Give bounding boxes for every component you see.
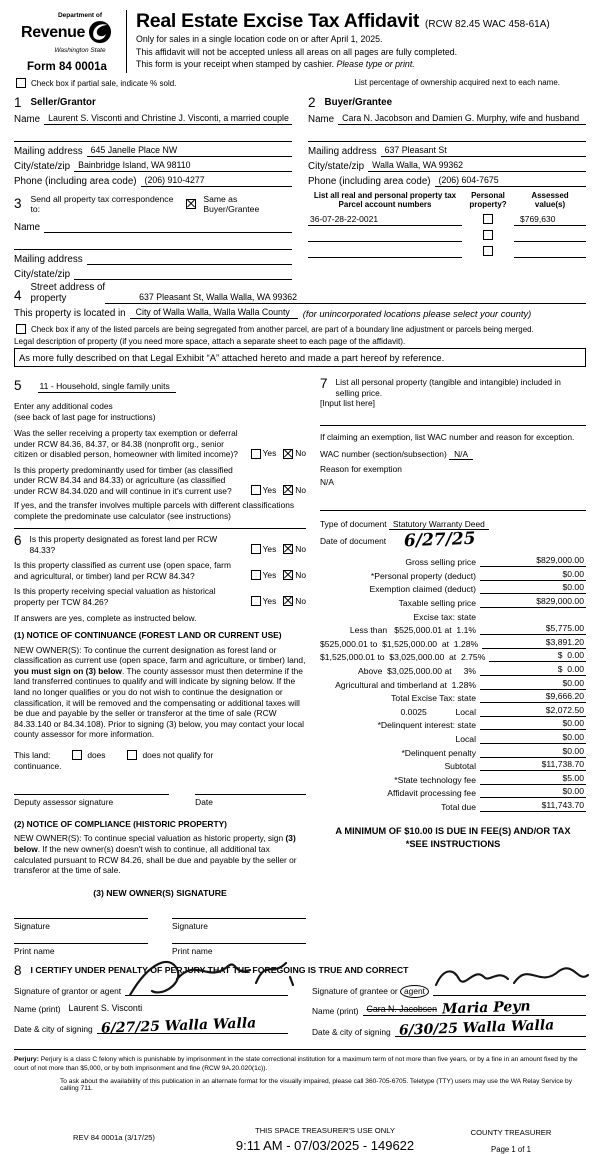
parcel-number: 36-07-28-22-0021 bbox=[308, 214, 462, 226]
personal-property-checkbox bbox=[483, 214, 493, 224]
tax-row-value: $0.00 bbox=[480, 718, 586, 730]
tax-row bbox=[320, 581, 586, 595]
section-correspondence bbox=[14, 187, 292, 280]
section-5: 5 11 - Household, single family units Enter any additional codes (see back of last page for instructions) Was the seller receiving a property tax exemption or deferral under RCW 84.36, 84.37, or 84.38 (nonprofit org., senior citizen or disabled person, homeowner with limited income)? Yes No Is this property predominantly used for timber (as classified under RCW 84.34 and 84.33) or agriculture (as classified under RCW 84.34.020 and will continue in it's current use? Yes No If yes, and the transfer involves multiple parcels with different classifications complete the predominate use calculator (see instructions) bbox=[14, 379, 306, 529]
tax-row-value: $11,738.70 bbox=[480, 759, 586, 771]
section-2-number: 2 bbox=[308, 95, 316, 110]
tax-row bbox=[320, 785, 586, 799]
form-number: Form 84 0001a bbox=[27, 61, 107, 73]
assessed-value bbox=[514, 248, 586, 258]
section-seller bbox=[14, 90, 292, 187]
revenue-swirl-logo-icon bbox=[87, 19, 113, 47]
tax-row bbox=[320, 622, 586, 636]
tax-row-value: $5.00 bbox=[480, 773, 586, 785]
predominate-use-note: If yes, and the transfer involves multiple parcels with different classifications complete the predominate use calculator (see instructions) bbox=[14, 500, 295, 522]
tax-row-value: $9,666.20 bbox=[480, 691, 586, 703]
form-title: Real Estate Excise Tax Affidavit bbox=[136, 10, 420, 32]
page-indicator: Page 1 of 1 bbox=[491, 1145, 531, 1154]
tax-row bbox=[320, 771, 586, 785]
tax-row-label: Excise tax: state bbox=[413, 611, 476, 622]
seller-mailing-value: 645 Janelle Place NW bbox=[87, 145, 292, 157]
tax-row bbox=[320, 662, 586, 676]
tax-row-label: Total Excise Tax: state bbox=[391, 693, 476, 704]
additional-codes-label: Enter any additional codes bbox=[14, 400, 113, 411]
seller-city-value: Bainbridge Island, WA 98110 bbox=[74, 160, 292, 172]
tax-row-value: $ 0.00 bbox=[489, 650, 586, 662]
section-6: 6 Is this property designated as forest land per RCW 84.33? Yes No Is this property classified as current use (open space, farm and agricultural, or timber) land per RCW 84.34? Yes No Is this property receiving special valuation as historical property per TCW 84.26? Yes No If answers are yes, complete as instructed below. (1) NOTICE OF CONTINUANCE (FOREST LAND OR CURRENT USE) NEW OWNER(S): To continue the current designation as forest land or classification as current use (open space, farm and agriculture, or timber) land, you must sign on (3) below. The county assessor must then determine if the land transferred continues to qualify and will indicate by signing below. If the land no longer qualifies or you do not wish to continue the designation or classification, it will be removed and the compensating or additional taxes will be due and payable by the seller or transferor at the time of sale (RCW 84.33.140 or 84.34.108). Prior to signing (3) below, you may contact your local county assessor for more information. This land: does does not qualify for continuance. Deputy assessor signature Date (2) NOTICE OF COMPLIANCE (HISTORIC PROPERTY) NEW OWNER(S): To continue special valuation as historic property, sign (3) below. If the new owner(s) doesn't wish to continue, all additional tax calculated pursuant to RCW 84.26, shall be due and payable by the seller or transferor at the time of sale. (3) NEW OWNER(S) SIGNATURE Signature Signature Print name Print name bbox=[14, 533, 306, 956]
continuance-label: continuance. bbox=[14, 760, 62, 771]
section-property bbox=[14, 280, 586, 368]
doc-date-row: Date of document 6/27/25 bbox=[320, 528, 476, 552]
grantee-sig-label: Signature of grantee or agent bbox=[312, 986, 433, 996]
notice-continuance-text: NEW OWNER(S): To continue the current designation as forest land or classification as current use (open space, farm and agriculture, or timber) land, you must sign on (3) below. The county assessor must then determine if the land transferred continues to qualify and will indicate by signing below. If the land no longer qualifies or you do not wish to continue the designation or classification, it will be removed and the compensating or additional taxes will be due and payable by the seller or transferor at the time of sale (RCW 84.33.140 or 84.34.108). Prior to signing (3) below, you may contact your local county assessor for more information. bbox=[14, 644, 306, 740]
buyer-city-value: Walla Walla, WA 99362 bbox=[368, 160, 586, 172]
tax-row-value: $0.00 bbox=[480, 746, 586, 758]
land-qualify-row bbox=[14, 750, 306, 760]
located-value: City of Walla Walla, Walla Walla County bbox=[130, 307, 298, 319]
tax-row bbox=[320, 798, 586, 812]
owner-signature-label-2: Signature bbox=[172, 918, 306, 931]
agent-circled: agent bbox=[400, 985, 429, 998]
seller-name-line-2 bbox=[14, 132, 292, 142]
seller-mailing-label: Mailing address bbox=[14, 145, 83, 157]
tax-row-value: $0.00 bbox=[480, 786, 586, 798]
tax-row bbox=[320, 690, 586, 704]
current-use-yes-checkbox bbox=[251, 570, 261, 580]
buyer-city-label: City/state/zip bbox=[308, 160, 365, 172]
parcel-number bbox=[308, 230, 462, 242]
agency-dept-line: Department of bbox=[57, 12, 103, 19]
does-checkbox bbox=[72, 750, 82, 760]
perjury-notice bbox=[14, 1049, 586, 1073]
exemption-yes-checkbox bbox=[251, 449, 261, 459]
type-or-print-note: Please type or print. bbox=[336, 59, 415, 70]
historical-no-checkbox bbox=[283, 596, 293, 606]
header-note-1: Only for sales in a single location code on or after April 1, 2025. bbox=[136, 34, 383, 44]
tax-row bbox=[320, 758, 586, 772]
tax-row bbox=[320, 567, 586, 581]
tax-row-label: *Delinquent penalty bbox=[401, 747, 476, 758]
answers-yes-note: If answers are yes, complete as instructed below. bbox=[14, 613, 197, 624]
county-treasurer-label: COUNTY TREASURER bbox=[470, 1128, 552, 1138]
parcel-row bbox=[308, 246, 586, 258]
personal-property-label: List all personal property (tangible and intangible) included in selling price. bbox=[335, 377, 561, 398]
wac-value: N/A bbox=[449, 449, 473, 460]
grantee-nameprint-label: Name (print) bbox=[312, 1006, 359, 1017]
tax-row-label: Above $3,025,000.00 at 3% bbox=[357, 665, 476, 676]
tax-row-label: Agricultural and timberland at 1.28% bbox=[335, 679, 476, 690]
legal-description-box: As more fully described on that Legal Exhibit “A” attached hereto and made a part hereof by reference. bbox=[14, 348, 586, 367]
form-title-rcw: (RCW 82.45 WAC 458-61A) bbox=[425, 19, 550, 30]
certify-statement: I CERTIFY UNDER PENALTY OF PERJURY THAT THE FOREGOING IS TRUE AND CORRECT bbox=[30, 965, 409, 976]
segregated-checkbox bbox=[16, 324, 26, 334]
grantor-sig-line bbox=[125, 984, 288, 996]
current-use-no-checkbox bbox=[283, 570, 293, 580]
personal-property-list: [Input list here] bbox=[320, 398, 375, 409]
personal-property-checkbox bbox=[483, 230, 493, 240]
tax-row-label: *Personal property (deduct) bbox=[370, 570, 476, 581]
grantee-name-print bbox=[363, 998, 586, 1018]
section-8-number: 8 bbox=[14, 962, 22, 978]
section-1-number: 1 bbox=[14, 95, 22, 110]
doc-type-row: Type of document Statutory Warranty Deed bbox=[320, 519, 586, 530]
question-forest-land: Is this property designated as forest land per RCW 84.33? bbox=[29, 534, 218, 555]
agency-name: Revenue bbox=[21, 24, 85, 41]
reason-value: N/A bbox=[320, 477, 334, 488]
question-timber: Is this property predominantly used for timber (as classified under RCW 84.34 and 84.33) or agriculture (as classified under RCW 84.34.020 and will continue in it's current use? bbox=[14, 464, 233, 496]
located-label: This property is located in bbox=[14, 308, 126, 320]
property-use-code: 11 - Household, single family units bbox=[38, 381, 176, 393]
parcel-number bbox=[308, 246, 462, 258]
alternate-format-note: To ask about the availability of this publication in an alternate format for the visually impaired, please call 360-705-6705. Teletype (TTY) users may use the WA Relay Service by calling 711. bbox=[60, 1078, 573, 1093]
tax-row-value: $3,891.20 bbox=[482, 637, 586, 649]
new-owners-signature-title: (3) NEW OWNER(S) SIGNATURE bbox=[93, 887, 227, 898]
partial-sale-checkbox bbox=[16, 78, 26, 88]
section-7-number: 7 bbox=[320, 376, 328, 392]
section-certify bbox=[14, 956, 586, 1040]
grantor-name-print: Laurent S. Visconti bbox=[68, 1003, 143, 1014]
title-block bbox=[136, 8, 586, 73]
tax-row bbox=[320, 649, 586, 663]
minimum-due-note: A MINIMUM OF $10.00 IS DUE IN FEE(S) AND/OR TAX *SEE INSTRUCTIONS bbox=[335, 825, 571, 850]
corr-city-value bbox=[74, 268, 292, 280]
buyer-phone-value: (206) 604-7675 bbox=[435, 175, 586, 187]
assessed-value: $769,630 bbox=[514, 214, 586, 226]
tax-row-value: $0.00 bbox=[480, 678, 586, 690]
timber-yes-checkbox bbox=[251, 485, 261, 495]
notice-compliance-text: NEW OWNER(S): To continue special valuation as historic property, sign (3) below. If the new owner(s) doesn't wish to continue, all additional tax calculated pursuant to RCW 84.26, shall be due and payable by the seller or transferor at the time of sale. bbox=[14, 833, 297, 876]
buyer-name-value: Cara N. Jacobson and Damien G. Murphy, wife and husband bbox=[338, 113, 586, 125]
question-historical: Is this property receiving special valuation as historical property per TCW 84.26? bbox=[14, 586, 216, 607]
grantee-name-struck: Cara N. Jacobsen bbox=[366, 1004, 437, 1015]
question-current-use: Is this property classified as current use (open space, farm and agricultural, or timber) land per RCW 84.34? bbox=[14, 560, 231, 581]
tax-row bbox=[320, 744, 586, 758]
tax-row-value bbox=[480, 621, 586, 622]
tax-row-label: Local bbox=[455, 733, 476, 744]
tax-row-label: Subtotal bbox=[444, 761, 476, 772]
does-not-checkbox bbox=[127, 750, 137, 760]
correspondence-label: Send all property tax correspondence to: bbox=[30, 193, 174, 214]
tax-row-value: $0.00 bbox=[480, 569, 586, 581]
excise-tax-table bbox=[320, 554, 586, 812]
grantor-datecity-label: Date & city of signing bbox=[14, 1024, 93, 1035]
tax-row-label: 0.0025 Local bbox=[400, 706, 476, 717]
tax-row-value: $2,072.50 bbox=[480, 705, 586, 717]
treasurer-stamp-block bbox=[214, 1126, 436, 1153]
grantee-datecity-label: Date & city of signing bbox=[312, 1026, 391, 1037]
grantor-signature-block bbox=[14, 977, 288, 1036]
segregated-label: Check box if any of the listed parcels are being segregated from another parcel, are part of a boundary line adjustment or parcels being merged. bbox=[31, 324, 534, 334]
partial-sale-row bbox=[16, 78, 586, 88]
see-back-note: (see back of last page for instructions) bbox=[14, 412, 156, 423]
tax-row-label: *Delinquent interest: state bbox=[377, 720, 476, 731]
doc-type-value: Statutory Warranty Deed bbox=[389, 519, 489, 530]
forest-yes-checkbox bbox=[251, 544, 261, 554]
deputy-signature-label: Deputy assessor signature bbox=[14, 794, 169, 807]
tax-row-label: $1,525,000.01 to $3,025,000.00 at 2.75% bbox=[320, 652, 486, 663]
new-owner-signature-row bbox=[14, 918, 306, 931]
parcel-row bbox=[308, 230, 586, 242]
tax-row-label: Total due bbox=[441, 801, 476, 812]
owner-printname-label-2: Print name bbox=[172, 943, 306, 956]
grantee-name-handwritten: Maria Peyn bbox=[441, 998, 531, 1018]
grantor-datecity-value: 6/27/25 Walla Walla bbox=[97, 1021, 288, 1034]
agency-state-line: Washington State bbox=[54, 47, 106, 54]
tax-row bbox=[320, 608, 586, 622]
ownership-note: List percentage of ownership acquired next to each name. bbox=[354, 78, 560, 87]
header-note-3: This form is your receipt when stamped by cashier. Please type or print. bbox=[136, 59, 415, 70]
section-7-divider-1 bbox=[320, 425, 586, 426]
street-address-label: Street address of property bbox=[30, 281, 106, 304]
parcel-table-header: List all real and personal property tax Parcel account numbers Personal property? Assessed value(s) bbox=[313, 190, 569, 210]
corr-name-line-2 bbox=[14, 240, 292, 250]
new-owner-printname-row bbox=[14, 943, 306, 956]
notice-continuance-title: (1) NOTICE OF CONTINUANCE (FOREST LAND OR CURRENT USE) bbox=[14, 630, 282, 641]
doc-date-handwritten: 6/27/25 bbox=[403, 528, 476, 552]
timber-no-checkbox bbox=[283, 485, 293, 495]
same-as-buyer-checkbox bbox=[186, 199, 196, 209]
tax-row bbox=[320, 730, 586, 744]
form-header bbox=[14, 8, 586, 73]
tax-row-label: Exemption claimed (deduct) bbox=[369, 584, 476, 595]
corr-mailing-value bbox=[87, 253, 292, 265]
section-7 bbox=[320, 376, 586, 552]
tax-row-label: Gross selling price bbox=[405, 557, 476, 568]
section-buyer bbox=[308, 90, 586, 187]
wac-row: WAC number (section/subsection) N/A bbox=[320, 449, 586, 460]
tax-row-label: Affidavit processing fee bbox=[387, 788, 476, 799]
parcel-table bbox=[308, 187, 586, 280]
tax-row-label: $525,000.01 to $1,525,000.00 at 1.28% bbox=[320, 638, 479, 649]
located-note: (for unincorporated locations please select your county) bbox=[302, 309, 532, 320]
corr-mailing-label: Mailing address bbox=[14, 253, 83, 265]
seller-phone-label: Phone (including area code) bbox=[14, 175, 137, 187]
county-treasurer-block bbox=[436, 1126, 586, 1154]
owner-printname-label-1: Print name bbox=[14, 943, 148, 956]
grantee-sig-line bbox=[433, 984, 586, 996]
tax-row bbox=[320, 703, 586, 717]
tax-row bbox=[320, 594, 586, 608]
rev-number: REV 84 0001a (3/17/25) bbox=[73, 1133, 155, 1143]
parcel-row bbox=[308, 214, 586, 226]
does-label: does bbox=[87, 749, 106, 760]
street-address-value: 637 Pleasant St, Walla Walla, WA 99362 bbox=[105, 292, 586, 304]
seller-name-value: Laurent S. Visconti and Christine J. Visconti, a married couple bbox=[44, 113, 292, 125]
tax-row-value: $0.00 bbox=[480, 732, 586, 744]
tax-row-value: $ 0.00 bbox=[480, 664, 586, 676]
exemption-note: If claiming an exemption, list WAC number and reason for exception. bbox=[320, 431, 575, 442]
this-land-label: This land: bbox=[14, 749, 51, 760]
buyer-name-label: Name bbox=[308, 113, 335, 125]
corr-city-label: City/state/zip bbox=[14, 268, 71, 280]
assessed-value bbox=[514, 232, 586, 242]
reason-label: Reason for exemption bbox=[320, 463, 402, 474]
same-as-buyer-label: Same as Buyer/Grantee bbox=[203, 193, 260, 214]
exemption-no-checkbox bbox=[283, 449, 293, 459]
corr-name-value bbox=[44, 221, 292, 233]
section-7-divider-2 bbox=[320, 510, 586, 511]
tax-row bbox=[320, 635, 586, 649]
perjury-text: Perjury is a class C felony which is punishable by imprisonment in the state correctional institution for a maximum term of not more than five years, or by a fine in an amount fixed by the court of not more than $5,000, or by both imprisonment and fine (RCW 9A.20.020(1c)). bbox=[14, 1055, 578, 1072]
section-6-number: 6 bbox=[14, 533, 22, 549]
buyer-mailing-value: 637 Pleasant St bbox=[381, 145, 586, 157]
tax-row-value: $0.00 bbox=[480, 582, 586, 594]
perjury-label: Perjury: bbox=[14, 1055, 39, 1063]
treasurer-space-label: THIS SPACE TREASURER'S USE ONLY bbox=[255, 1126, 395, 1136]
tax-row bbox=[320, 717, 586, 731]
section-2-title: Buyer/Grantee bbox=[324, 97, 393, 109]
header-note-2: This affidavit will not be accepted unless all areas on all pages are fully completed. bbox=[136, 46, 458, 57]
agency-logo-block bbox=[14, 8, 120, 73]
seller-name-label: Name bbox=[14, 113, 41, 125]
section-1-title: Seller/Grantor bbox=[30, 97, 96, 109]
corr-name-label: Name bbox=[14, 221, 41, 233]
tax-row-value: $11,743.70 bbox=[480, 800, 586, 812]
seller-phone-value: (206) 910-4277 bbox=[141, 175, 292, 187]
grantee-datecity-value: 6/30/25 Walla Walla bbox=[395, 1023, 586, 1036]
tax-row-label: *State technology fee bbox=[394, 774, 476, 785]
question-exemption: Was the seller receiving a property tax exemption or deferral under RCW 84.36, 84.37, or 84.38 (nonprofit org., senior citizen or disabled person, homeowner with limited income)? bbox=[14, 428, 238, 460]
deputy-assessor-row bbox=[14, 794, 306, 807]
partial-sale-label: Check box if partial sale, indicate % sold. bbox=[31, 78, 177, 88]
historical-yes-checkbox bbox=[251, 596, 261, 606]
grantee-signature-block bbox=[312, 977, 586, 1040]
tax-row bbox=[320, 676, 586, 690]
forest-no-checkbox bbox=[283, 544, 293, 554]
section-5-number: 5 bbox=[14, 378, 22, 394]
page-footer bbox=[14, 1126, 586, 1154]
tax-row-value: $5,775.00 bbox=[480, 623, 586, 635]
tax-row-label: Less than $525,000.01 at 1.1% bbox=[349, 625, 476, 636]
deputy-date-label: Date bbox=[195, 794, 306, 807]
grantor-sig-label: Signature of grantor or agent bbox=[14, 986, 122, 997]
legal-description-label: Legal description of property (if you need more space, attach a separate sheet to each page of the affidavit). bbox=[14, 337, 406, 347]
treasurer-stamp: 9:11 AM - 07/03/2025 - 149622 bbox=[235, 1138, 415, 1154]
section-4-number: 4 bbox=[14, 288, 22, 304]
buyer-phone-label: Phone (including area code) bbox=[308, 175, 431, 187]
buyer-name-line-2 bbox=[308, 132, 586, 142]
buyer-mailing-label: Mailing address bbox=[308, 145, 377, 157]
section-5-6-divider bbox=[14, 528, 306, 529]
header-divider bbox=[126, 10, 127, 73]
does-not-label: does not qualify for bbox=[142, 749, 214, 760]
seller-city-label: City/state/zip bbox=[14, 160, 71, 172]
tax-row-value: $829,000.00 bbox=[480, 555, 586, 567]
notice-compliance-title: (2) NOTICE OF COMPLIANCE (HISTORIC PROPERTY) bbox=[14, 818, 227, 829]
personal-property-checkbox bbox=[483, 246, 493, 256]
tax-row-label: Taxable selling price bbox=[398, 598, 476, 608]
grantor-nameprint-label: Name (print) bbox=[14, 1004, 61, 1015]
tax-row-value: $829,000.00 bbox=[480, 596, 586, 608]
owner-signature-label-1: Signature bbox=[14, 918, 148, 931]
tax-row bbox=[320, 554, 586, 568]
section-3-number: 3 bbox=[14, 195, 22, 211]
